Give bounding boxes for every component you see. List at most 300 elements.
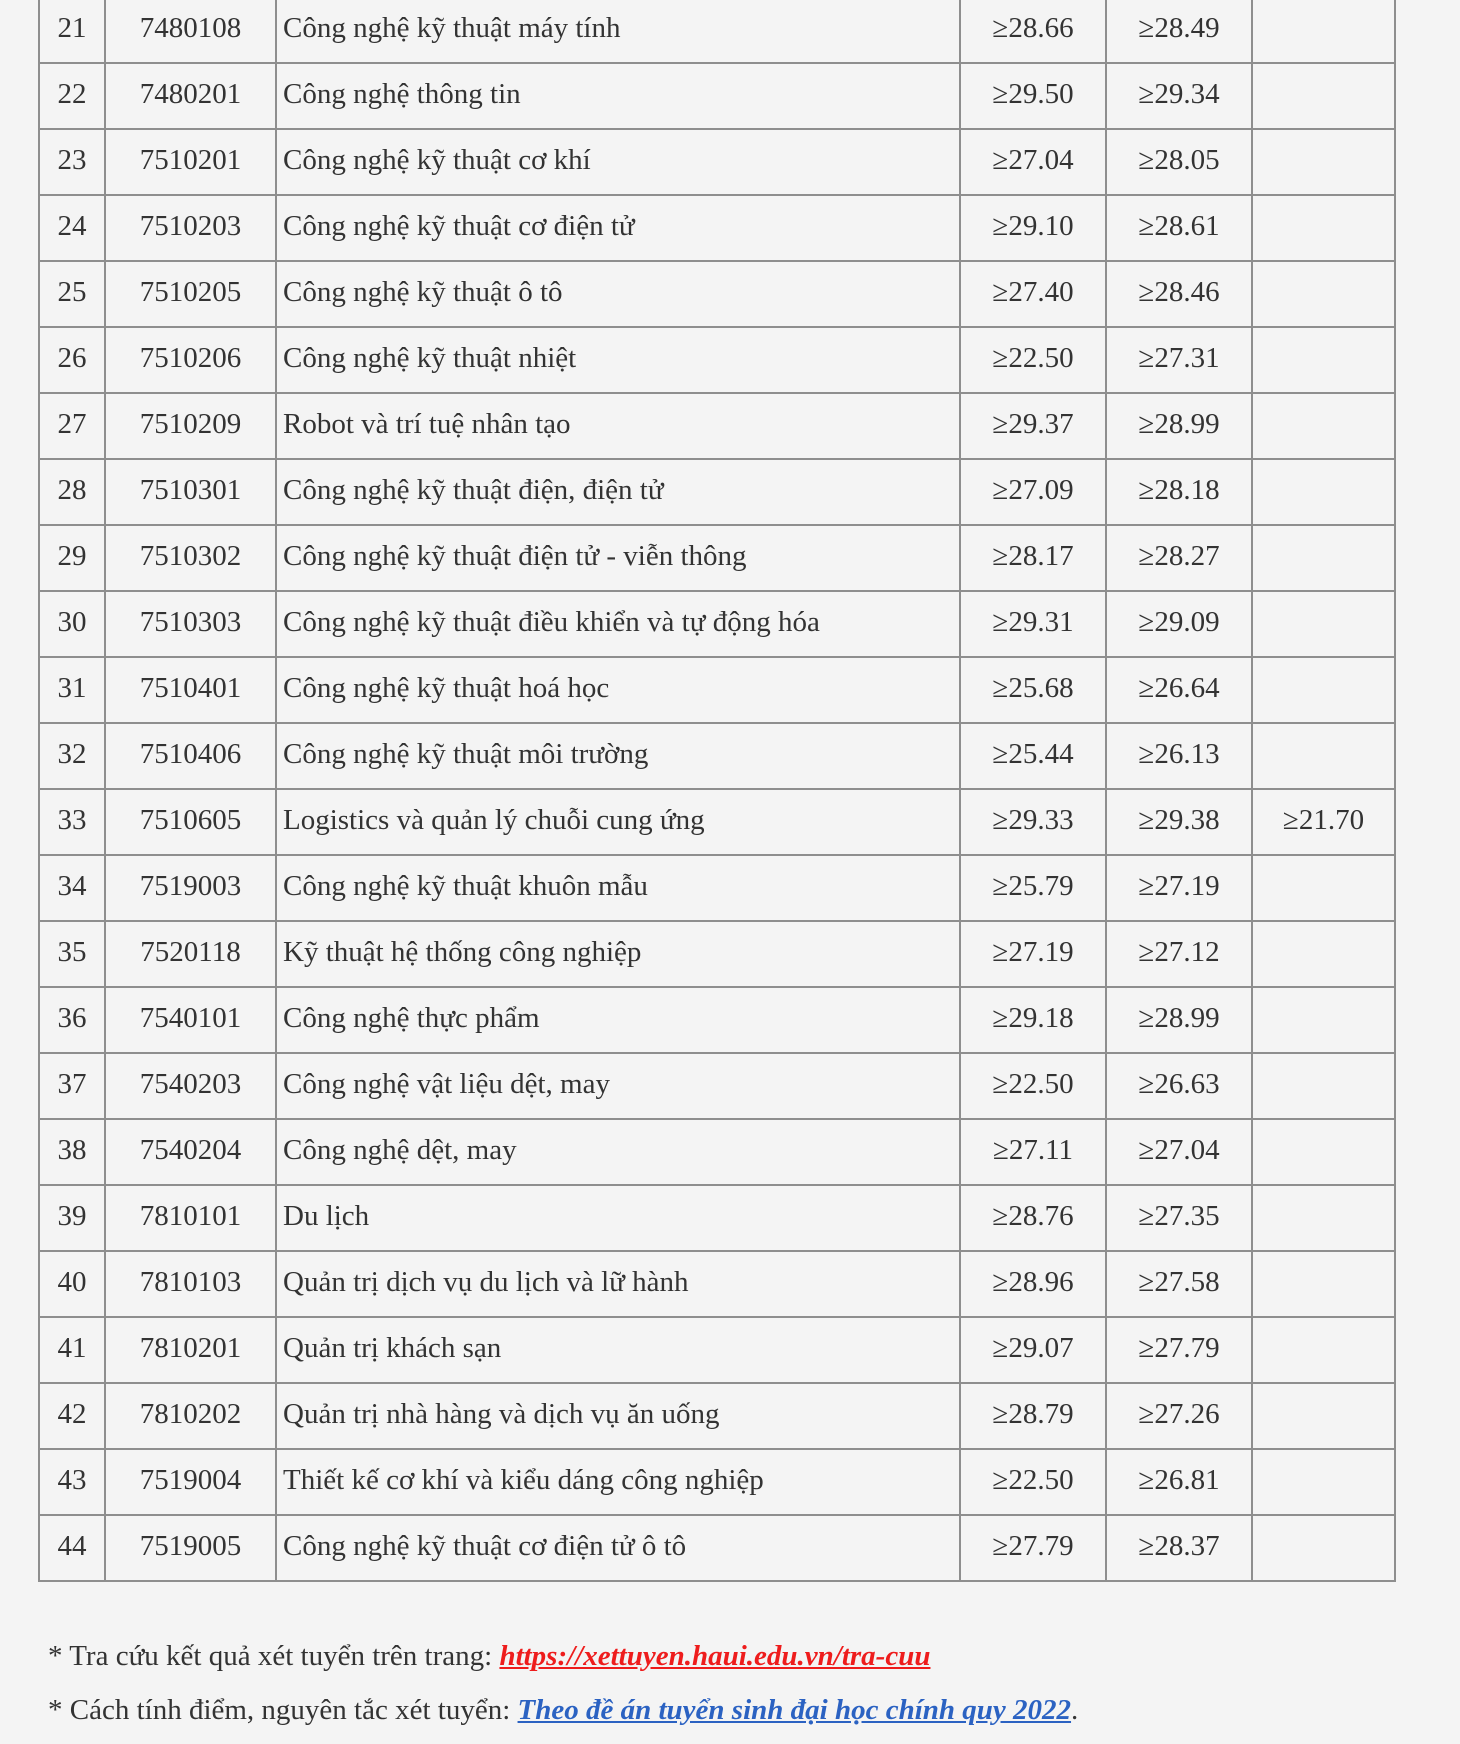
cell-score-1 (960, 1317, 1106, 1383)
table-row (39, 1119, 1395, 1185)
cell-score-1-text: ≥27.19 (992, 936, 1074, 968)
cell-major-name (276, 855, 960, 921)
method-note-suffix: . (1071, 1694, 1079, 1726)
cell-major-code (105, 657, 276, 723)
cell-major-name (276, 1119, 960, 1185)
cell-score-3 (1252, 987, 1395, 1053)
table-row (39, 1515, 1395, 1581)
cell-score-3-text (1253, 196, 1394, 212)
cell-stt (39, 1185, 105, 1251)
cell-major-code-text: 7510209 (139, 408, 242, 440)
cell-score-2-text: ≥27.31 (1138, 342, 1220, 374)
cell-stt-text: 37 (57, 1068, 87, 1100)
cell-score-1-text: ≥29.50 (992, 78, 1074, 110)
cell-major-name-text: Quản trị nhà hàng và dịch vụ ăn uống (283, 1398, 720, 1430)
cell-stt-text: 36 (57, 1002, 87, 1034)
cell-major-code-text: 7519003 (139, 870, 242, 902)
cell-stt-text: 21 (57, 12, 87, 44)
lookup-link[interactable]: https://xettuyen.haui.edu.vn/tra-cuu (499, 1640, 931, 1672)
cell-stt (39, 0, 105, 63)
cell-stt-text: 40 (57, 1266, 87, 1298)
cell-score-3 (1252, 327, 1395, 393)
cell-major-name (276, 525, 960, 591)
cell-score-2 (1106, 591, 1252, 657)
cell-score-1 (960, 723, 1106, 789)
cell-major-name (276, 1185, 960, 1251)
cell-major-name-text: Công nghệ kỹ thuật điều khiển và tự động hóa (283, 606, 820, 638)
cell-score-2-text: ≥26.63 (1138, 1068, 1220, 1100)
cell-major-name (276, 1251, 960, 1317)
table-row (39, 1449, 1395, 1515)
cell-score-1 (960, 1515, 1106, 1581)
cell-major-code (105, 921, 276, 987)
cell-stt (39, 1383, 105, 1449)
cell-major-name (276, 459, 960, 525)
cell-stt (39, 1251, 105, 1317)
cell-score-3-text (1253, 1252, 1394, 1268)
cell-score-2-text: ≥27.58 (1138, 1266, 1220, 1298)
cell-score-3-text (1253, 1318, 1394, 1334)
cell-major-name (276, 921, 960, 987)
cell-score-2-text: ≥28.61 (1138, 210, 1220, 242)
table-row (39, 855, 1395, 921)
lookup-note-text: * Tra cứu kết quả xét tuyển trên trang: (48, 1640, 500, 1672)
cell-score-3 (1252, 525, 1395, 591)
cell-score-1-text: ≥25.79 (992, 870, 1074, 902)
cell-score-2-text: ≥28.27 (1138, 540, 1220, 572)
cell-major-code (105, 63, 276, 129)
cell-stt (39, 1053, 105, 1119)
cell-major-name-text: Du lịch (283, 1200, 370, 1232)
table-row (39, 1317, 1395, 1383)
cell-score-2 (1106, 129, 1252, 195)
cell-major-code (105, 591, 276, 657)
cell-major-code (105, 1119, 276, 1185)
cell-major-name-text: Công nghệ kỹ thuật điện, điện tử (283, 474, 664, 506)
cell-score-2 (1106, 1053, 1252, 1119)
cell-score-1 (960, 63, 1106, 129)
method-link[interactable]: Theo đề án tuyển sinh đại học chính quy 2022 (517, 1694, 1072, 1726)
cell-score-3 (1252, 459, 1395, 525)
cell-score-3 (1252, 1515, 1395, 1581)
cell-stt (39, 1449, 105, 1515)
cell-score-3 (1252, 921, 1395, 987)
table-row (39, 1251, 1395, 1317)
cell-stt-text: 35 (57, 936, 87, 968)
cell-score-2-text: ≥29.38 (1138, 804, 1220, 836)
cell-score-2 (1106, 261, 1252, 327)
table-row (39, 657, 1395, 723)
cell-score-2 (1106, 1251, 1252, 1317)
cell-stt (39, 1119, 105, 1185)
cell-score-1 (960, 789, 1106, 855)
table-row (39, 0, 1395, 63)
cell-score-1-text: ≥28.96 (992, 1266, 1074, 1298)
cell-score-1-text: ≥27.04 (992, 144, 1074, 176)
cell-score-2-text: ≥28.05 (1138, 144, 1220, 176)
cell-major-code-text: 7510605 (139, 804, 242, 836)
cell-major-name-text: Công nghệ kỹ thuật cơ khí (283, 144, 591, 176)
cell-score-3 (1252, 855, 1395, 921)
cell-score-1-text: ≥22.50 (992, 1464, 1074, 1496)
cell-major-code-text: 7810201 (139, 1332, 242, 1364)
cell-major-code (105, 1515, 276, 1581)
table-row (39, 1185, 1395, 1251)
cell-score-1-text: ≥29.31 (992, 606, 1074, 638)
cell-score-3 (1252, 1119, 1395, 1185)
cell-score-3-text (1253, 64, 1394, 80)
table-row (39, 63, 1395, 129)
cell-major-code-text: 7810101 (139, 1200, 242, 1232)
score-rows (39, 0, 1395, 1581)
cell-major-name-text: Quản trị khách sạn (283, 1332, 502, 1364)
cell-score-2-text: ≥28.99 (1138, 408, 1220, 440)
cell-score-3-text: ≥21.70 (1282, 804, 1365, 836)
cell-score-3-text (1253, 394, 1394, 410)
cell-major-code-text: 7480201 (139, 78, 242, 110)
table-row (39, 987, 1395, 1053)
cell-score-3-text (1253, 0, 1394, 14)
cell-major-code-text: 7519005 (139, 1530, 242, 1562)
cell-score-3 (1252, 63, 1395, 129)
cell-major-code (105, 0, 276, 63)
cell-score-3 (1252, 129, 1395, 195)
cell-score-3-text (1253, 1450, 1394, 1466)
cell-major-code (105, 723, 276, 789)
cell-major-name-text: Công nghệ kỹ thuật hoá học (283, 672, 610, 704)
cell-stt-text: 29 (57, 540, 87, 572)
cell-stt (39, 195, 105, 261)
cell-stt (39, 855, 105, 921)
cell-major-code (105, 459, 276, 525)
cell-score-2-text: ≥27.04 (1138, 1134, 1220, 1166)
cell-major-code (105, 1185, 276, 1251)
cell-stt-text: 41 (57, 1332, 87, 1364)
cell-stt-text: 25 (57, 276, 87, 308)
table-row (39, 459, 1395, 525)
cell-score-3 (1252, 1317, 1395, 1383)
cell-score-3 (1252, 261, 1395, 327)
cell-major-name (276, 1449, 960, 1515)
cell-stt-text: 27 (57, 408, 87, 440)
cell-major-code-text: 7540204 (139, 1134, 242, 1166)
cell-stt-text: 38 (57, 1134, 87, 1166)
cell-stt-text: 23 (57, 144, 87, 176)
cell-major-code (105, 1449, 276, 1515)
cell-major-code (105, 1251, 276, 1317)
cell-major-code-text: 7520118 (140, 936, 241, 968)
cell-major-code (105, 525, 276, 591)
table-row (39, 129, 1395, 195)
cell-score-2-text: ≥27.19 (1138, 870, 1220, 902)
cell-score-1 (960, 1449, 1106, 1515)
cell-major-name-text: Công nghệ vật liệu dệt, may (283, 1068, 610, 1100)
cell-major-name (276, 1515, 960, 1581)
cell-major-code (105, 1383, 276, 1449)
cell-stt-text: 24 (57, 210, 87, 242)
cell-score-2-text: ≥29.09 (1138, 606, 1220, 638)
cell-score-2 (1106, 1119, 1252, 1185)
cell-score-2 (1106, 789, 1252, 855)
cell-score-1-text: ≥28.76 (992, 1200, 1074, 1232)
cell-score-2 (1106, 393, 1252, 459)
cell-major-name-text: Công nghệ kỹ thuật cơ điện tử (283, 210, 635, 242)
cell-score-3-text (1253, 856, 1394, 872)
cell-score-1 (960, 987, 1106, 1053)
cell-major-name (276, 1383, 960, 1449)
cell-score-2 (1106, 1449, 1252, 1515)
cell-score-1 (960, 657, 1106, 723)
table-row (39, 393, 1395, 459)
cell-stt-text: 22 (57, 78, 87, 110)
cell-score-1 (960, 327, 1106, 393)
cell-major-code (105, 1053, 276, 1119)
cell-stt-text: 39 (57, 1200, 87, 1232)
cell-stt-text: 43 (57, 1464, 87, 1496)
cell-major-name-text: Công nghệ thực phẩm (283, 1002, 540, 1034)
cell-score-2 (1106, 723, 1252, 789)
cell-score-2-text: ≥26.13 (1138, 738, 1220, 770)
cell-score-2-text: ≥28.49 (1138, 12, 1220, 44)
cell-score-3 (1252, 393, 1395, 459)
cell-score-3-text (1253, 922, 1394, 938)
cell-score-3-text (1253, 1516, 1394, 1532)
cell-score-2 (1106, 921, 1252, 987)
cell-major-code-text: 7540101 (139, 1002, 242, 1034)
cell-major-code-text: 7510201 (139, 144, 242, 176)
table-row (39, 921, 1395, 987)
cell-score-1 (960, 261, 1106, 327)
cell-major-code (105, 129, 276, 195)
cell-stt-text: 34 (57, 870, 87, 902)
cell-stt (39, 1515, 105, 1581)
table-row (39, 591, 1395, 657)
cell-score-3 (1252, 789, 1395, 855)
cell-score-2 (1106, 1383, 1252, 1449)
cell-major-code-text: 7480108 (139, 12, 242, 44)
lookup-note (48, 1636, 1078, 1690)
cell-major-name (276, 591, 960, 657)
cell-score-3 (1252, 1251, 1395, 1317)
cell-score-3-text (1253, 328, 1394, 344)
cell-score-2-text: ≥27.79 (1138, 1332, 1220, 1364)
admission-scores-table (38, 0, 1396, 1582)
cell-score-3-text (1253, 1186, 1394, 1202)
cell-score-3 (1252, 591, 1395, 657)
cell-score-2-text: ≥27.26 (1138, 1398, 1220, 1430)
cell-major-code-text: 7510302 (139, 540, 242, 572)
cell-score-2 (1106, 459, 1252, 525)
cell-stt (39, 987, 105, 1053)
cell-stt-text: 42 (57, 1398, 87, 1430)
cell-score-1-text: ≥27.79 (992, 1530, 1074, 1562)
cell-stt (39, 657, 105, 723)
cell-score-1-text: ≥29.18 (992, 1002, 1074, 1034)
cell-major-code-text: 7510205 (139, 276, 242, 308)
cell-score-1 (960, 195, 1106, 261)
cell-score-1-text: ≥29.37 (992, 408, 1074, 440)
cell-major-name-text: Logistics và quản lý chuỗi cung ứng (283, 804, 705, 836)
cell-stt (39, 261, 105, 327)
cell-score-2-text: ≥27.12 (1138, 936, 1220, 968)
table-row (39, 327, 1395, 393)
cell-score-2 (1106, 0, 1252, 63)
cell-score-1 (960, 591, 1106, 657)
cell-major-code-text: 7510303 (139, 606, 242, 638)
cell-score-3-text (1253, 1384, 1394, 1400)
cell-score-3-text (1253, 1054, 1394, 1070)
cell-major-name (276, 129, 960, 195)
cell-score-3 (1252, 723, 1395, 789)
cell-stt (39, 327, 105, 393)
cell-major-name-text: Công nghệ kỹ thuật máy tính (283, 12, 621, 44)
cell-stt (39, 459, 105, 525)
cell-score-1 (960, 1119, 1106, 1185)
cell-major-code-text: 7810103 (139, 1266, 242, 1298)
cell-major-name (276, 0, 960, 63)
cell-stt-text: 26 (57, 342, 87, 374)
cell-score-1-text: ≥29.10 (992, 210, 1074, 242)
cell-stt-text: 33 (57, 804, 87, 836)
cell-score-1-text: ≥29.07 (992, 1332, 1074, 1364)
cell-stt (39, 789, 105, 855)
cell-score-1-text: ≥22.50 (992, 1068, 1074, 1100)
cell-major-name-text: Thiết kế cơ khí và kiểu dáng công nghiệp (283, 1464, 764, 1496)
cell-score-3-text (1253, 262, 1394, 278)
cell-score-1 (960, 0, 1106, 63)
cell-major-code (105, 393, 276, 459)
cell-score-1 (960, 393, 1106, 459)
cell-major-name-text: Robot và trí tuệ nhân tạo (283, 408, 571, 440)
cell-major-name-text: Quản trị dịch vụ du lịch và lữ hành (283, 1266, 689, 1298)
method-note (48, 1690, 1078, 1744)
cell-stt-text: 31 (57, 672, 87, 704)
cell-score-1 (960, 921, 1106, 987)
cell-score-2-text: ≥28.37 (1138, 1530, 1220, 1562)
cell-score-2 (1106, 525, 1252, 591)
cell-score-1-text: ≥28.79 (992, 1398, 1074, 1430)
cell-score-3-text (1253, 130, 1394, 146)
cell-major-code (105, 855, 276, 921)
cell-score-1 (960, 1053, 1106, 1119)
cell-score-1-text: ≥25.44 (992, 738, 1074, 770)
cell-score-3 (1252, 1449, 1395, 1515)
table-row (39, 723, 1395, 789)
cell-stt-text: 32 (57, 738, 87, 770)
cell-score-2 (1106, 987, 1252, 1053)
cell-score-1 (960, 1383, 1106, 1449)
cell-stt-text: 30 (57, 606, 87, 638)
cell-major-name-text: Công nghệ dệt, may (283, 1134, 517, 1166)
cell-score-1-text: ≥25.68 (992, 672, 1074, 704)
cell-score-1 (960, 1185, 1106, 1251)
cell-major-name (276, 393, 960, 459)
method-note-text: * Cách tính điểm, nguyên tắc xét tuyển: (48, 1694, 518, 1726)
cell-stt (39, 921, 105, 987)
cell-score-1 (960, 1251, 1106, 1317)
table-row (39, 261, 1395, 327)
cell-score-2 (1106, 855, 1252, 921)
cell-major-name (276, 1317, 960, 1383)
cell-score-1-text: ≥28.66 (992, 12, 1074, 44)
cell-score-3 (1252, 195, 1395, 261)
cell-score-1 (960, 459, 1106, 525)
cell-major-code (105, 327, 276, 393)
cell-score-2 (1106, 1185, 1252, 1251)
table-row (39, 1053, 1395, 1119)
cell-major-name (276, 327, 960, 393)
cell-score-1 (960, 525, 1106, 591)
cell-major-code-text: 7510401 (139, 672, 242, 704)
cell-major-name-text: Công nghệ kỹ thuật điện tử - viễn thông (283, 540, 747, 572)
cell-major-code-text: 7510206 (139, 342, 242, 374)
cell-major-name (276, 261, 960, 327)
cell-major-name (276, 657, 960, 723)
cell-major-name-text: Công nghệ kỹ thuật ô tô (283, 276, 563, 308)
cell-score-1-text: ≥27.11 (992, 1134, 1074, 1166)
cell-stt (39, 1317, 105, 1383)
notes (48, 1636, 1078, 1744)
cell-score-2 (1106, 195, 1252, 261)
cell-stt (39, 525, 105, 591)
cell-major-name (276, 789, 960, 855)
cell-score-2 (1106, 1317, 1252, 1383)
admission-scores-table-wrapper (38, 0, 1396, 1582)
cell-score-3-text (1253, 658, 1394, 674)
table-row (39, 525, 1395, 591)
cell-score-3 (1252, 657, 1395, 723)
cell-major-name-text: Công nghệ kỹ thuật nhiệt (283, 342, 577, 374)
cell-score-3-text (1253, 592, 1394, 608)
cell-stt (39, 723, 105, 789)
cell-major-name-text: Công nghệ thông tin (283, 78, 521, 110)
cell-major-code-text: 7519004 (139, 1464, 242, 1496)
cell-score-3-text (1253, 988, 1394, 1004)
table-row (39, 1383, 1395, 1449)
cell-major-name (276, 63, 960, 129)
cell-score-3 (1252, 0, 1395, 63)
cell-major-code (105, 261, 276, 327)
cell-major-code (105, 987, 276, 1053)
cell-major-name (276, 195, 960, 261)
cell-major-code-text: 7510406 (139, 738, 242, 770)
cell-score-2 (1106, 327, 1252, 393)
cell-stt (39, 393, 105, 459)
cell-score-1-text: ≥22.50 (992, 342, 1074, 374)
cell-stt-text: 28 (57, 474, 87, 506)
table-row (39, 195, 1395, 261)
cell-score-2 (1106, 1515, 1252, 1581)
cell-major-name-text: Kỹ thuật hệ thống công nghiệp (283, 936, 642, 968)
cell-score-2-text: ≥29.34 (1138, 78, 1220, 110)
cell-score-1-text: ≥27.09 (992, 474, 1074, 506)
cell-score-2 (1106, 63, 1252, 129)
cell-major-code-text: 7510203 (139, 210, 242, 242)
table-row (39, 789, 1395, 855)
cell-score-1-text: ≥27.40 (992, 276, 1074, 308)
cell-major-code (105, 1317, 276, 1383)
cell-major-name (276, 987, 960, 1053)
cell-score-1 (960, 129, 1106, 195)
cell-score-1-text: ≥28.17 (992, 540, 1074, 572)
cell-score-3-text (1253, 526, 1394, 542)
cell-score-3-text (1253, 1120, 1394, 1136)
cell-major-code-text: 7510301 (139, 474, 242, 506)
cell-score-2-text: ≥28.18 (1138, 474, 1220, 506)
cell-major-code (105, 789, 276, 855)
cell-score-3-text (1253, 460, 1394, 476)
cell-score-3 (1252, 1383, 1395, 1449)
